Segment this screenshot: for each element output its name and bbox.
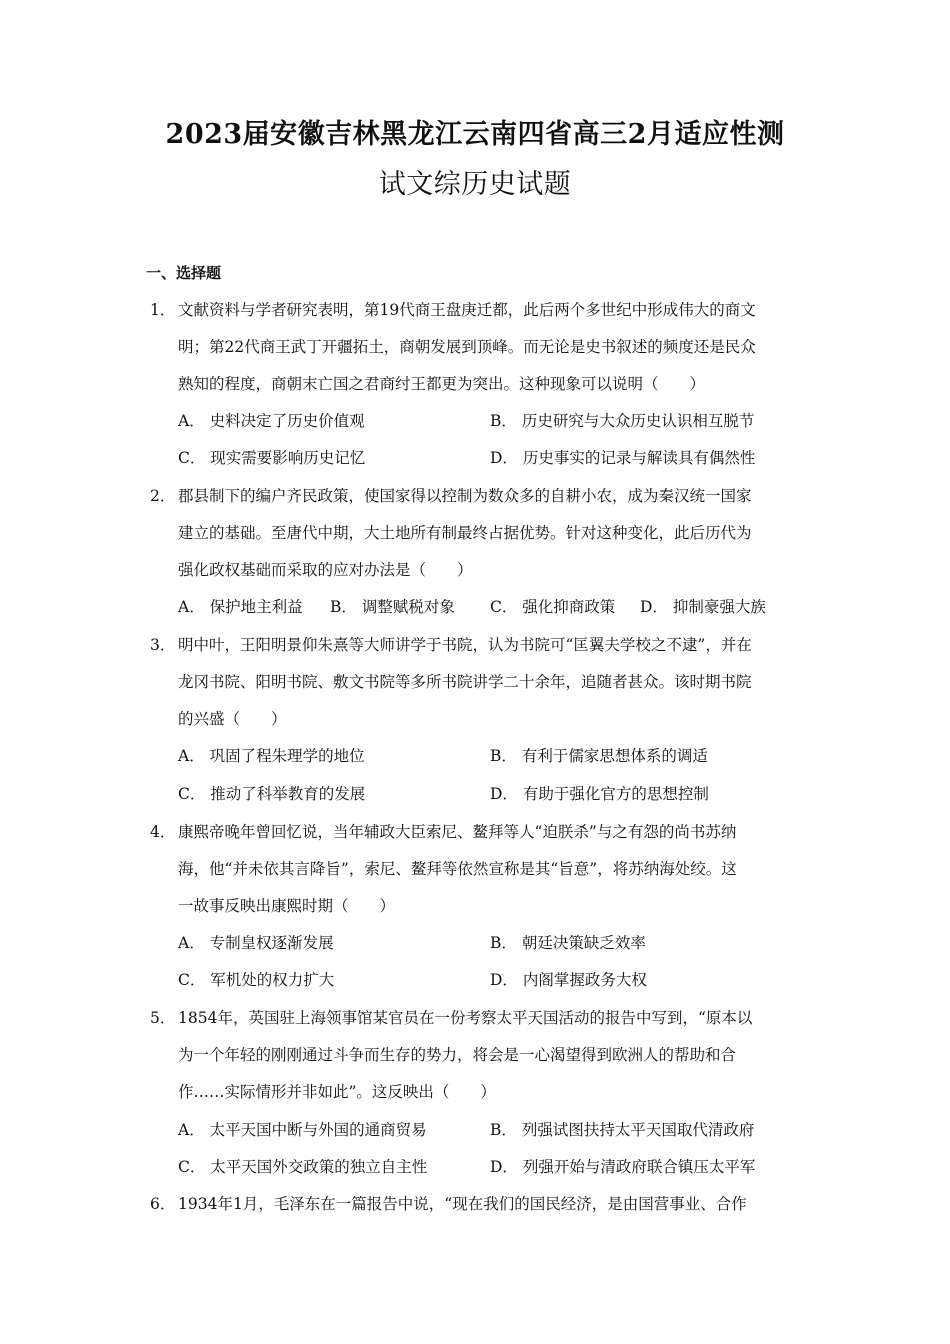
question-number: 5． [150, 1009, 176, 1027]
question-text-line: 一故事反映出康熙时期（ ） [178, 897, 396, 915]
option-d: D． 历史事实的记录与解读具有偶然性 [490, 449, 756, 467]
option-a: A． 专制皇权逐渐发展 [178, 934, 334, 952]
question-text-line: 康熙帝晚年曾回忆说，当年辅政大臣索尼、鳌拜等人“迫朕杀”与之有怨的尚书苏纳 [178, 823, 737, 841]
question-text-line: 熟知的程度，商朝末亡国之君商纣王都更为突出。这种现象可以说明（ ） [178, 375, 706, 393]
option-d: D． 列强开始与清政府联合镇压太平军 [490, 1158, 756, 1176]
question-text-line: 的兴盛（ ） [178, 710, 287, 728]
question-text-line: 1854年，英国驻上海领事馆某官员在一份考察太平天国活动的报告中写到，“原本以 [178, 1009, 753, 1027]
option-c: C． 现实需要影响历史记忆 [178, 449, 366, 467]
question-text-line: 1934年1月，毛泽东在一篇报告中说，“现在我们的国民经济，是由国营事业、合作 [178, 1195, 747, 1213]
option-d: D． 有助于强化官方的思想控制 [490, 785, 709, 803]
option-b: B． 列强试图扶持太平天国取代清政府 [490, 1121, 755, 1139]
option-b: B． 朝廷决策缺乏效率 [490, 934, 646, 952]
question-text-line: 郡县制下的编户齐民政策，使国家得以控制为数众多的自耕小农，成为秦汉统一国家 [178, 487, 752, 505]
option-b: B． 调整赋税对象 [330, 598, 455, 616]
section-heading: 一、选择题 [146, 264, 222, 282]
question-text-line: 文献资料与学者研究表明，第19代商王盘庚迁都，此后两个多世纪中形成伟大的商文 [178, 301, 756, 319]
question-number: 2． [150, 487, 176, 505]
option-b: B． 有利于儒家思想体系的调适 [490, 747, 708, 765]
option-c: C． 强化抑商政策 [490, 598, 616, 616]
option-b: B． 历史研究与大众历史认识相互脱节 [490, 412, 755, 430]
question-number: 4． [150, 823, 176, 841]
question-text-line: 作……实际情形并非如此”。这反映出（ ） [178, 1083, 496, 1101]
question-text-line: 为一个年轻的刚刚通过斗争而生存的势力，将会是一心渴望得到欧洲人的帮助和合 [178, 1046, 737, 1064]
option-a: A． 太平天国中断与外国的通商贸易 [178, 1121, 427, 1139]
option-d: D． 抑制豪强大族 [640, 598, 766, 616]
document-title-line-2: 试文综历史试题 [378, 169, 572, 200]
question-text-line: 明中叶，王阳明景仰朱熹等大师讲学于书院，认为书院可“匡翼夫学校之不逮”，并在 [178, 636, 752, 654]
option-d: D． 内阁掌握政务大权 [490, 971, 647, 989]
option-a: A． 史料决定了历史价值观 [178, 412, 365, 430]
document-title-line-1: 2023届安徽吉林黑龙江云南四省高三2月适应性测 [165, 119, 785, 150]
question-number: 3． [150, 636, 176, 654]
question-text-line: 海，他“并未依其言降旨”，索尼、鳌拜等依然宣称是其“旨意”，将苏纳海处绞。这 [178, 860, 737, 878]
question-text-line: 建立的基础。至唐代中期，大土地所有制最终占据优势。针对这种变化，此后历代为 [178, 524, 752, 542]
option-a: A． 巩固了程朱理学的地位 [178, 747, 365, 765]
option-c: C． 太平天国外交政策的独立自主性 [178, 1158, 428, 1176]
option-c: C． 军机处的权力扩大 [178, 971, 335, 989]
option-a: A． 保护地主利益 [178, 598, 303, 616]
question-number: 6． [150, 1195, 176, 1213]
question-text-line: 龙冈书院、阳明书院、敷文书院等多所书院讲学二十余年，追随者甚众。该时期书院 [178, 673, 752, 691]
question-text-line: 明；第22代商王武丁开疆拓土，商朝发展到顶峰。而无论是史书叙述的频度还是民众 [178, 338, 756, 356]
question-text-line: 强化政权基础而采取的应对办法是（ ） [178, 561, 473, 579]
option-c: C． 推动了科举教育的发展 [178, 785, 366, 803]
question-number: 1． [150, 301, 176, 319]
